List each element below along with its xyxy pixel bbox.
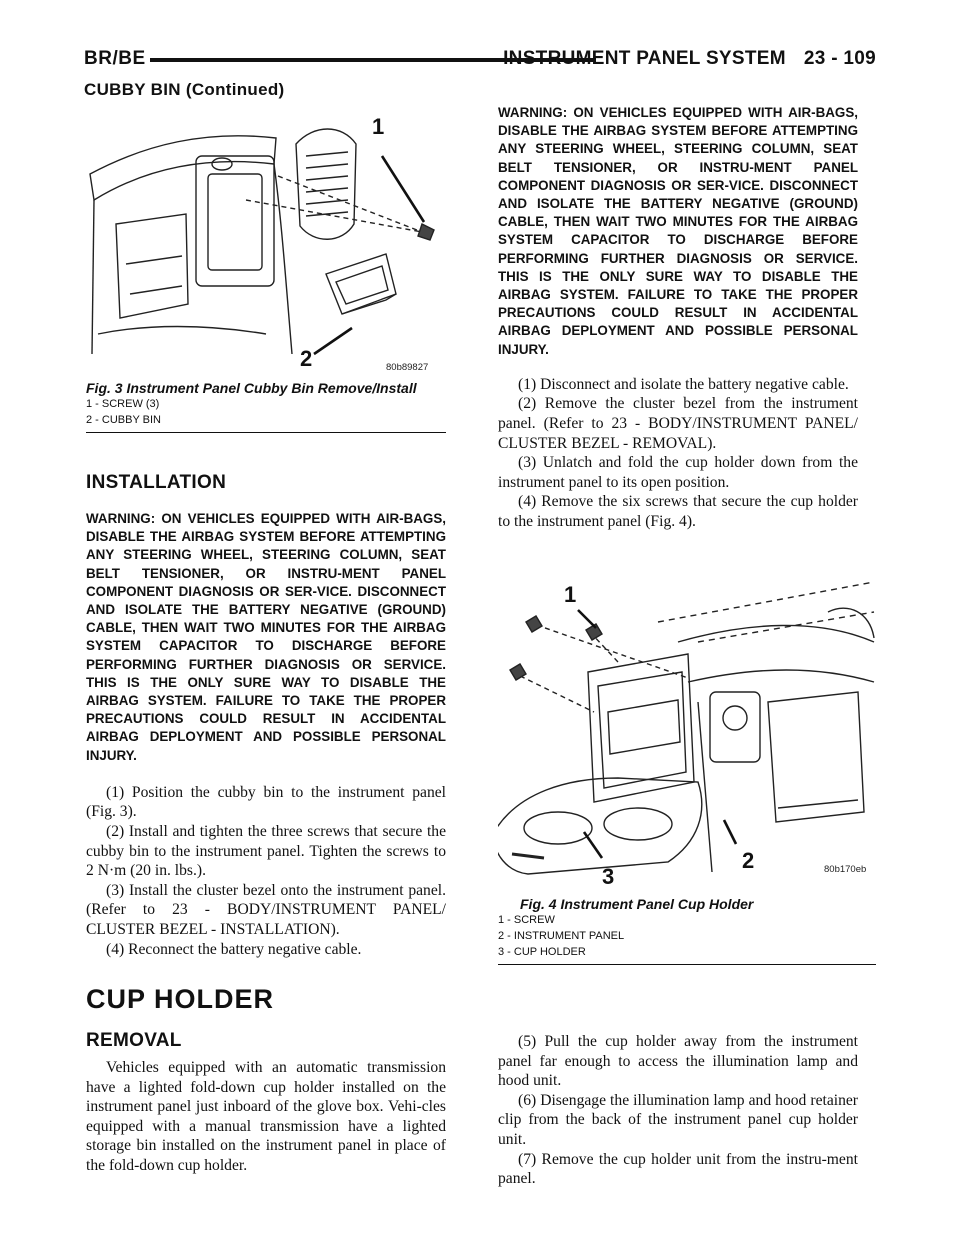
fig4-callout-2: 2 (742, 848, 755, 873)
fig3-legend-item: 2 - CUBBY BIN (86, 414, 161, 426)
installation-step: (4) Reconnect the battery negative cable. (106, 940, 362, 958)
installation-step: (2) Install and tighten the three screws that secure the cubby bin to the instrument panel. Tighten the screws to 2 N·m (20 in. lbs.). (86, 823, 446, 880)
continued-title: CUBBY BIN (Continued) (84, 80, 285, 99)
removal-step: (3) Unlatch and fold the cup holder down from the instrument panel to its open position. (498, 454, 858, 491)
removal-step: (4) Remove the six screws that secure the cup holder to the instrument panel (Fig. 4). (498, 493, 858, 530)
installation-steps (86, 783, 446, 959)
removal-step: (2) Remove the cluster bezel from the instrument panel. (Refer to 23 - BODY/INSTRUMENT PANEL/ CLUSTER BEZEL - REMOVAL). (498, 395, 858, 452)
fig3-callout-1: 1 (372, 114, 385, 139)
installation-warning: WARNING: ON VEHICLES EQUIPPED WITH AIR-BAGS, DISABLE THE AIRBAG SYSTEM BEFORE ATTEMPTING ANY STEERING WHEEL, STEERING COLUMN, SEAT BELT TENSIONER, OR INSTRU-MENT PANEL COMPONENT DIAGNOSIS OR SER-VICE. DISCONNECT AND ISOLATE THE BATTERY NEGATIVE (GROUND) CABLE, THEN WAIT TWO MINUTES FOR THE AIRBAG SYSTEM CAPACITOR TO DISCHARGE BEFORE PERFORMING FURTHER DIAGNOSIS OR SERVICE. THIS IS THE ONLY SURE WAY TO DISABLE THE AIRBAG SYSTEM. FAILURE TO TAKE THE PROPER PRECAUTIONS COULD RESULT IN ACCIDENTAL AIRBAG DEPLOYMENT AND POSSIBLE PERSONAL INJURY. (86, 511, 446, 763)
fig3-caption: Fig. 3 Instrument Panel Cubby Bin Remove/Install (86, 380, 417, 396)
figure-4-illustration (498, 582, 876, 892)
fig3-id: 80b89827 (386, 362, 429, 373)
page-number: 23 - 109 (803, 48, 876, 69)
fig4-callout-1: 1 (564, 582, 577, 607)
removal-body (498, 104, 858, 532)
removal-heading: REMOVAL (86, 1030, 182, 1051)
installation-body (86, 510, 446, 959)
installation-step: (3) Install the cluster bezel onto the instrument panel. (Refer to 23 - BODY/INSTRUMENT PANEL/ CLUSTER BEZEL - INSTALLATION). (86, 881, 446, 938)
fig3-callout-2: 2 (300, 346, 313, 371)
fig3-legend-item: 1 - SCREW (3) (86, 398, 160, 410)
fig4-caption: Fig. 4 Instrument Panel Cup Holder (520, 896, 754, 912)
model-code: BR/BE (84, 48, 146, 69)
removal-step: (6) Disengage the illumination lamp and hood retainer clip from the back of the instrument panel cup holder unit. (498, 1091, 858, 1148)
cup-holder-intro (86, 1058, 446, 1176)
removal-step: (1) Disconnect and isolate the battery negative cable. (518, 375, 849, 393)
section-title: INSTRUMENT PANEL SYSTEM (503, 48, 786, 69)
cup-holder-intro-text: Vehicles equipped with an automatic transmission have a lighted fold-down cup holder installed on the instrument panel just inboard of the glove box. Vehi-cles equipped with a manual transmission have a lighted storage bin installed on the instrument panel in place of the fold-down cup holder. (86, 1059, 446, 1174)
fig4-id: 80b170eb (824, 864, 867, 875)
removal-steps-a (498, 375, 858, 532)
figure-4 (498, 582, 876, 965)
fig3-legend (86, 396, 446, 428)
removal-step: (7) Remove the cup holder unit from the instru-ment panel. (498, 1150, 858, 1188)
header-section (503, 48, 876, 70)
installation-step: (1) Position the cubby bin to the instrument panel (Fig. 3). (86, 783, 446, 821)
fig4-rule (498, 964, 876, 965)
fig4-legend-item: 3 - CUP HOLDER (498, 946, 586, 958)
fig4-callout-3: 3 (602, 864, 615, 889)
figure-3-illustration (86, 104, 446, 376)
cup-holder-heading: CUP HOLDER (86, 984, 275, 1014)
page-header (84, 44, 876, 80)
removal-steps-b (498, 1032, 858, 1189)
fig3-rule (86, 432, 446, 433)
fig4-legend (498, 912, 876, 960)
fig4-legend-item: 2 - INSTRUMENT PANEL (498, 930, 625, 942)
fig4-legend-item: 1 - SCREW (498, 914, 555, 926)
removal-warning: WARNING: ON VEHICLES EQUIPPED WITH AIR-BAGS, DISABLE THE AIRBAG SYSTEM BEFORE ATTEMPTING ANY STEERING WHEEL, STEERING COLUMN, SEAT BELT TENSIONER, OR INSTRU-MENT PANEL COMPONENT DIAGNOSIS OR SER-VICE. DISCONNECT AND ISOLATE THE BATTERY NEGATIVE (GROUND) CABLE, THEN WAIT TWO MINUTES FOR THE AIRBAG SYSTEM CAPACITOR TO DISCHARGE BEFORE PERFORMING FURTHER DIAGNOSIS OR SERVICE. THIS IS THE ONLY SURE WAY TO DISABLE THE AIRBAG SYSTEM. FAILURE TO TAKE THE PROPER PRECAUTIONS COULD RESULT IN ACCIDENTAL AIRBAG DEPLOYMENT AND POSSIBLE PERSONAL INJURY. (498, 105, 858, 357)
removal-step: (5) Pull the cup holder away from the instrument panel far enough to access the illumination lamp and hood unit. (498, 1033, 858, 1090)
figure-3 (86, 104, 446, 433)
installation-heading: INSTALLATION (86, 472, 227, 493)
